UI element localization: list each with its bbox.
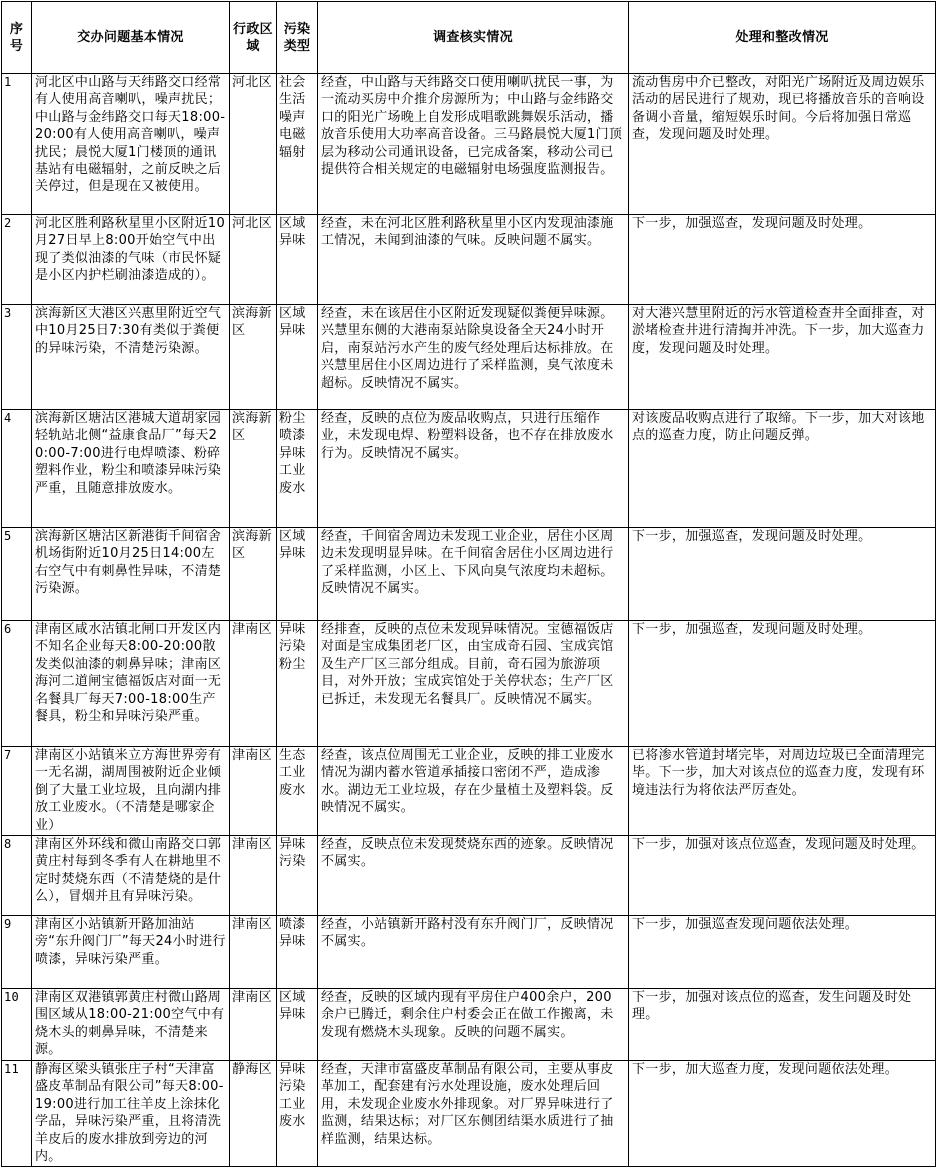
cell-handling: 下一步，加强对该点位的巡查，发生问题及时处理。 bbox=[629, 989, 936, 1061]
cell-seq: 10 bbox=[2, 989, 32, 1061]
cell-investigation: 经查，反映的区域内现有平房住户400余户，200余户已腾迁，剩余住户村委会正在做工作搬离，未发现有燃烧木头现象。反映的问题不属实。 bbox=[318, 989, 629, 1061]
cell-handling: 下一步，加强巡查，发现问题及时处理。 bbox=[629, 528, 936, 621]
header-type: 污染类型 bbox=[277, 2, 318, 74]
cell-seq: 5 bbox=[2, 528, 32, 621]
cell-area: 滨海新区 bbox=[230, 528, 277, 621]
cell-handling: 下一步，加强巡查发现问题依法处理。 bbox=[629, 916, 936, 989]
cell-investigation: 经查，未在河北区胜利路秋星里小区内发现油漆施工情况，未闻到油漆的气味。反映问题不属实。 bbox=[318, 215, 629, 305]
cell-handling: 下一步，加强巡查，发现问题及时处理。 bbox=[629, 621, 936, 747]
cell-problem: 静海区梁头镇张庄子村“天津富盛皮革制品有限公司”每天8:00-19:00进行加工往羊皮上涂抹化学品，异味污染严重，且将清洗羊皮后的废水排放到旁边的河内。 bbox=[32, 1061, 230, 1167]
cell-handling: 下一步，加强巡查，发现问题及时处理。 bbox=[629, 215, 936, 305]
cell-area: 河北区 bbox=[230, 215, 277, 305]
header-investigation: 调查核实情况 bbox=[318, 2, 629, 74]
cell-problem: 河北区胜利路秋星里小区附近10月27日早上8:00开始空气中出现了类似油漆的气味（市民怀疑是小区内护栏刷油漆造成的）。 bbox=[32, 215, 230, 305]
cell-area: 滨海新区 bbox=[230, 410, 277, 528]
cell-type: 喷漆异味 bbox=[277, 916, 318, 989]
cell-handling: 已将渗水管道封堵完毕，对周边垃圾已全面清理完毕。下一步，加大对该点位的巡查力度，发现有环境违法行为将依法严厉查处。 bbox=[629, 747, 936, 836]
table-row bbox=[2, 215, 936, 305]
cell-type: 异味污染 bbox=[277, 836, 318, 916]
cell-problem: 滨海新区塘沽区新港街千间宿舍机场街附近10月25日14:00左右空气中有刺鼻性异味，不清楚污染源。 bbox=[32, 528, 230, 621]
cell-area: 津南区 bbox=[230, 916, 277, 989]
cell-area: 津南区 bbox=[230, 836, 277, 916]
table-row bbox=[2, 74, 936, 215]
cell-type: 区域异味 bbox=[277, 989, 318, 1061]
cell-problem: 津南区咸水沽镇北闸口开发区内不知名企业每天8:00-20:00散发类似油漆的刺鼻异味；津南区海河二道闸宝德福饭店对面一无名餐具厂每天7:00-18:00生产餐具，粉尘和异味污染严重。 bbox=[32, 621, 230, 747]
cell-investigation: 经查，反映的点位为废品收购点，只进行压缩作业，未发现电焊、粉塑料设备，也不存在排放废水行为。反映情况不属实。 bbox=[318, 410, 629, 528]
table-row bbox=[2, 916, 936, 989]
table-row bbox=[2, 410, 936, 528]
cell-seq: 9 bbox=[2, 916, 32, 989]
cell-problem: 滨海新区塘沽区港城大道胡家园轻轨站北侧“益康食品厂”每天20:00-7:00进行电焊喷漆、粉碎塑料作业，粉尘和喷漆异味污染严重，且随意排放废水。 bbox=[32, 410, 230, 528]
cell-handling: 对该废品收购点进行了取缔。下一步，加大对该地点的巡查力度，防止问题反弹。 bbox=[629, 410, 936, 528]
cell-seq: 3 bbox=[2, 305, 32, 410]
cell-seq: 7 bbox=[2, 747, 32, 836]
cell-investigation: 经查，中山路与天纬路交口使用喇叭扰民一事，为一流动买房中介推介房源所为；中山路与金纬路交口的阳光广场晚上自发形成唱歌跳舞娱乐活动，播放音乐使用大功率高音设备。三马路晨悦大厦1门顶层为移动公司通讯设备，已完成备案，移动公司已提供符合相关规定的电磁辐射电场强度监测报告。 bbox=[318, 74, 629, 215]
cell-seq: 4 bbox=[2, 410, 32, 528]
cell-seq: 1 bbox=[2, 74, 32, 215]
cell-type: 区域异味 bbox=[277, 305, 318, 410]
cell-investigation: 经查，反映点位未发现焚烧东西的迹象。反映情况不属实。 bbox=[318, 836, 629, 916]
cell-problem: 津南区小站镇新开路加油站旁“东升阀门厂”每天24小时进行喷漆，异味污染严重。 bbox=[32, 916, 230, 989]
table-row bbox=[2, 305, 936, 410]
cell-type: 生态工业废水 bbox=[277, 747, 318, 836]
cell-problem: 津南区双港镇郭黄庄村微山路周围区域从18:00-21:00空气中有烧木头的刺鼻异味，不清楚来源。 bbox=[32, 989, 230, 1061]
cell-investigation: 经查，该点位周围无工业企业，反映的排工业废水情况为湖内蓄水管道承插接口密闭不严，造成渗水。湖边无工业垃圾，存在少量植土及塑料袋。反映情况不属实。 bbox=[318, 747, 629, 836]
cell-seq: 11 bbox=[2, 1061, 32, 1167]
cell-problem: 河北区中山路与天纬路交口经常有人使用高音喇叭，噪声扰民；中山路与金纬路交口每天18:00-20:00有人使用高音喇叭，噪声扰民；晨悦大厦1门楼顶的通讯基站有电磁辐射，之前反映之后关停过，但是现在又被使用。 bbox=[32, 74, 230, 215]
cell-type: 粉尘喷漆异味工业废水 bbox=[277, 410, 318, 528]
header-problem: 交办问题基本情况 bbox=[32, 2, 230, 74]
table-row bbox=[2, 836, 936, 916]
cell-handling: 下一步，加强对该点位巡查，发现问题及时处理。 bbox=[629, 836, 936, 916]
cell-seq: 6 bbox=[2, 621, 32, 747]
cell-handling: 下一步，加大巡查力度，发现问题依法处理。 bbox=[629, 1061, 936, 1167]
complaint-table bbox=[1, 1, 936, 1167]
cell-area: 津南区 bbox=[230, 989, 277, 1061]
cell-investigation: 经排查，反映的点位未发现异味情况。宝德福饭店对面是宝成集团老厂区，由宝成奇石园、宝成宾馆及生产厂区三部分组成。目前，奇石园为旅游项目，对外开放；宝成宾馆处于关停状态；生产厂区已拆迁，未发现无名餐具厂。反映情况不属实。 bbox=[318, 621, 629, 747]
cell-type: 区域异味 bbox=[277, 528, 318, 621]
cell-investigation: 经查，小站镇新开路村没有东升阀门厂，反映情况不属实。 bbox=[318, 916, 629, 989]
cell-area: 滨海新区 bbox=[230, 305, 277, 410]
table-row bbox=[2, 1061, 936, 1167]
cell-problem: 津南区外环线和微山南路交口郭黄庄村每到冬季有人在耕地里不定时焚烧东西（不清楚烧的是什么），冒烟并且有异味污染。 bbox=[32, 836, 230, 916]
table-row bbox=[2, 621, 936, 747]
table-row bbox=[2, 528, 936, 621]
header-area: 行政区域 bbox=[230, 2, 277, 74]
cell-handling: 对大港兴慧里附近的污水管道检查井全面排查，对淤堵检查井进行清掏并冲洗。下一步，加大巡查力度，发现问题及时处理。 bbox=[629, 305, 936, 410]
cell-problem: 滨海新区大港区兴惠里附近空气中10月25日7:30有类似于粪便的异味污染，不清楚污染源。 bbox=[32, 305, 230, 410]
cell-investigation: 经查，天津市富盛皮革制品有限公司，主要从事皮革加工，配套建有污水处理设施，废水处理后回用，未发现企业废水外排现象。对厂界异味进行了监测，结果达标；对厂区东侧团结渠水质进行了抽样监测，结果达标。 bbox=[318, 1061, 629, 1167]
table-row bbox=[2, 989, 936, 1061]
cell-investigation: 经查，千间宿舍周边未发现工业企业，居住小区周边未发现明显异味。在千间宿舍居住小区周边进行了采样监测，小区上、下风向臭气浓度均未超标。反映情况不属实。 bbox=[318, 528, 629, 621]
cell-area: 河北区 bbox=[230, 74, 277, 215]
cell-type: 社会生活噪声电磁辐射 bbox=[277, 74, 318, 215]
cell-area: 津南区 bbox=[230, 747, 277, 836]
table-row bbox=[2, 747, 936, 836]
cell-type: 区域异味 bbox=[277, 215, 318, 305]
header-handling: 处理和整改情况 bbox=[629, 2, 936, 74]
header-seq: 序号 bbox=[2, 2, 32, 74]
cell-type: 异味污染粉尘 bbox=[277, 621, 318, 747]
cell-problem: 津南区小站镇米立方海世界旁有一无名湖，湖周围被附近企业倾倒了大量工业垃圾，且向湖内排放工业废水。（不清楚是哪家企业） bbox=[32, 747, 230, 836]
cell-area: 静海区 bbox=[230, 1061, 277, 1167]
cell-investigation: 经查，未在该居住小区附近发现疑似粪便异味源。兴慧里东侧的大港南泵站除臭设备全天24小时开启，南泵站污水产生的废气经处理后达标排放。在兴慧里居住小区周边进行了采样监测，臭气浓度未超标。反映情况不属实。 bbox=[318, 305, 629, 410]
cell-area: 津南区 bbox=[230, 621, 277, 747]
cell-seq: 8 bbox=[2, 836, 32, 916]
table-header-row bbox=[2, 2, 936, 74]
cell-handling: 流动售房中介已整改，对阳光广场附近及周边娱乐活动的居民进行了规劝，现已将播放音乐的音响设备调小音量，缩短娱乐时间。今后将加强日常巡查，发现问题及时处理。 bbox=[629, 74, 936, 215]
cell-type: 异味污染工业废水 bbox=[277, 1061, 318, 1167]
cell-seq: 2 bbox=[2, 215, 32, 305]
